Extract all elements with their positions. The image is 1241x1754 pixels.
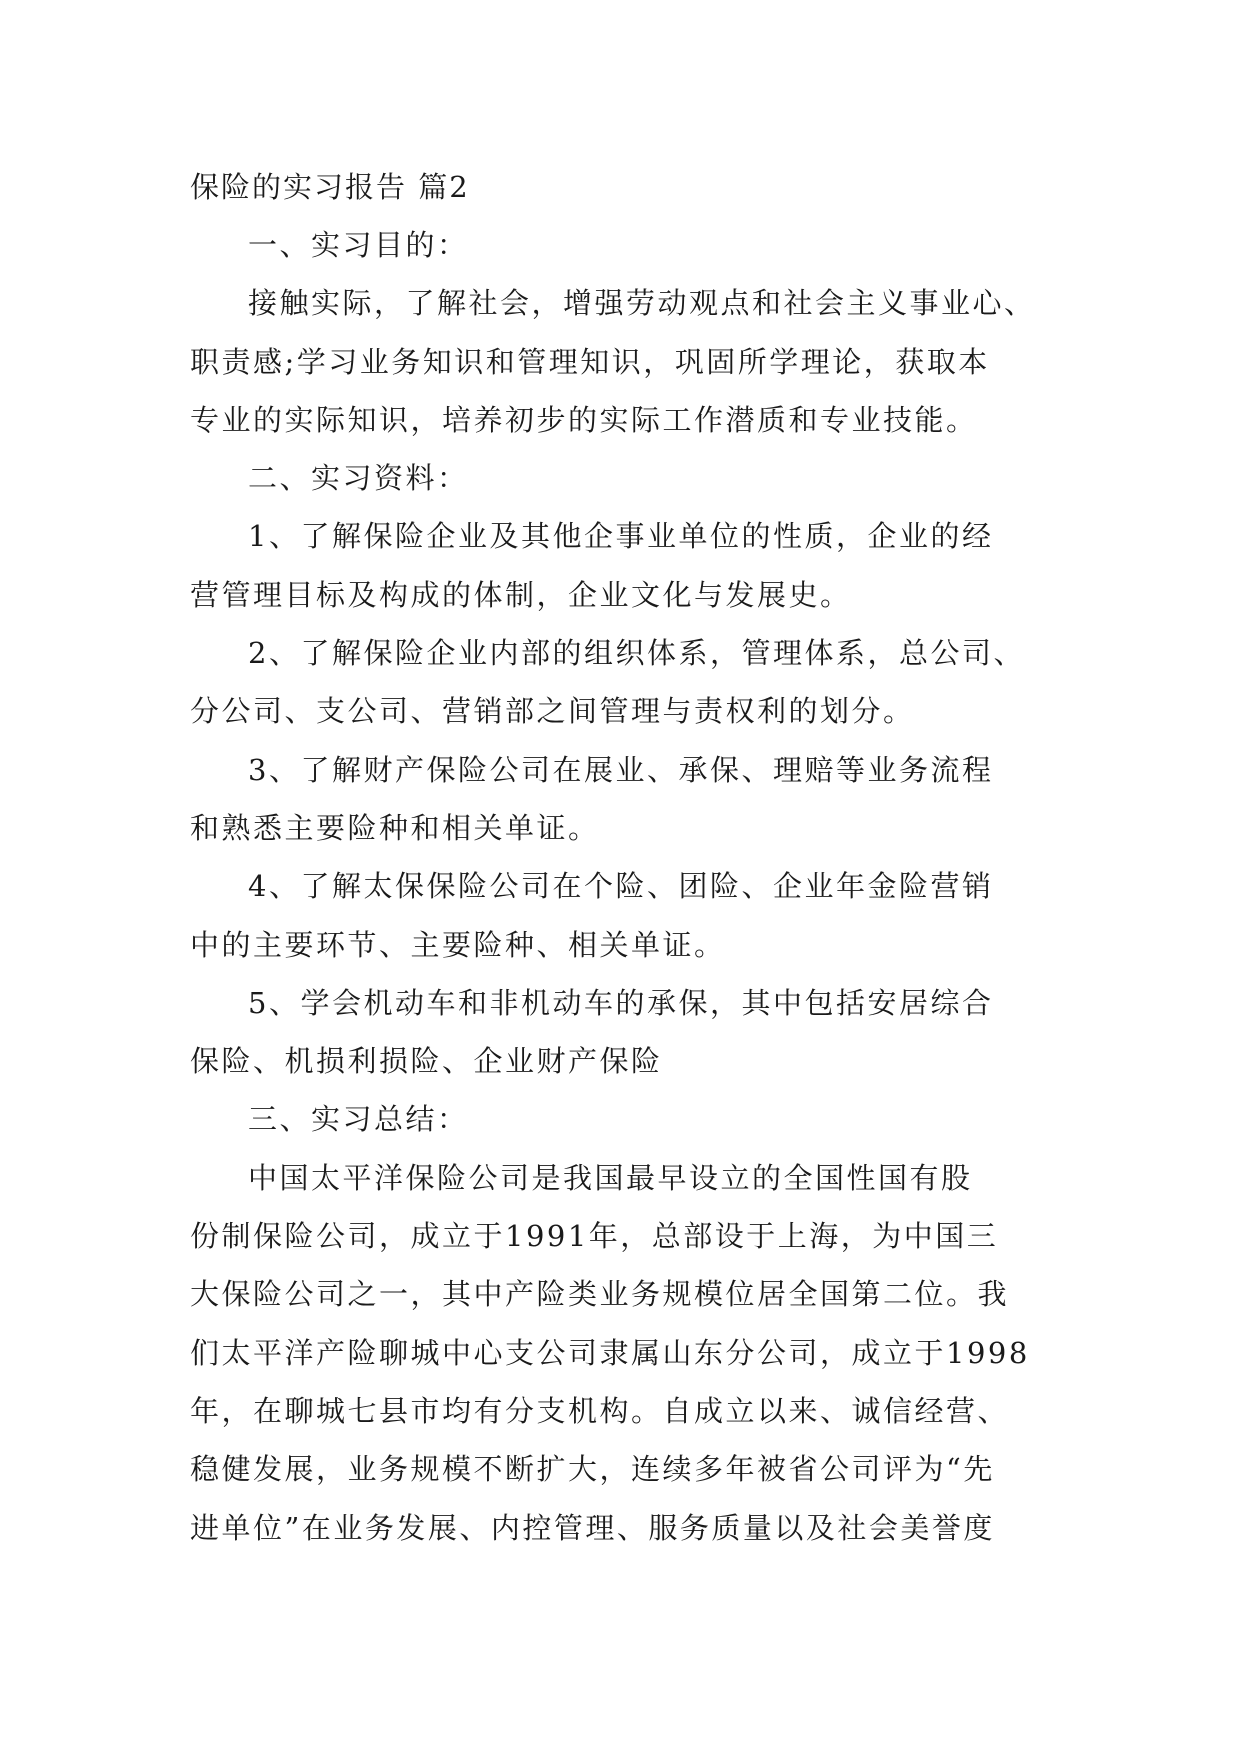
document-title: 保险的实习报告 篇2 [190,170,470,204]
document-page [190,158,1060,1557]
text-line: 二、实习资料： [248,461,469,496]
text-line: 一、实习目的： [248,228,469,262]
text-line: 3、了解财产保险公司在展业、承保、理赔等业务流程 [248,752,994,787]
text-line: 接触实际，了解社会，增强劳动观点和社会主义事业心、 [248,286,1036,321]
body-paragraph [190,741,1060,858]
text-line: 中的主要环节、主要险种、相关单证。 [190,927,726,962]
section-heading [190,1090,1060,1148]
text-line: 分公司、支公司、营销部之间管理与责权利的划分。 [190,694,915,729]
body-paragraph [190,857,1060,974]
text-line: 年，在聊城七县市均有分支机构。自成立以来、诚信经营、 [190,1393,1010,1428]
text-line: 份制保险公司，成立于1991年，总部设于上海，为中国三 [190,1219,999,1254]
text-line: 4、了解太保保险公司在个险、团险、企业年金险营销 [248,869,994,904]
section-heading [190,216,1060,274]
body-paragraph [190,507,1060,624]
text-line: 2、了解保险企业内部的组织体系，管理体系，总公司、 [248,636,1025,671]
body-paragraph [190,624,1060,741]
text-line: 营管理目标及构成的体制，企业文化与发展史。 [190,577,852,612]
text-line: 和熟悉主要险种和相关单证。 [190,810,600,845]
text-line: 职责感;学习业务知识和管理知识，巩固所学理论，获取本 [190,344,990,379]
document-body [190,216,1060,1557]
section-heading [190,449,1060,507]
body-paragraph [190,274,1060,449]
text-line: 保险、机损利损险、企业财产保险 [190,1044,663,1079]
text-line: 5、学会机动车和非机动车的承保，其中包括安居综合 [248,985,994,1020]
body-paragraph [190,974,1060,1091]
text-line: 三、实习总结： [248,1102,469,1137]
text-line: 稳健发展，业务规模不断扩大，连续多年被省公司评为“先 [190,1452,995,1487]
text-line: 中国太平洋保险公司是我国最早设立的全国性国有股 [248,1160,973,1195]
text-line: 进单位”在业务发展、内控管理、服务质量以及社会美誉度 [190,1510,995,1545]
text-line: 专业的实际知识，培养初步的实际工作潜质和专业技能。 [190,402,978,437]
text-line: 们太平洋产险聊城中心支公司隶属山东分公司，成立于1998 [190,1335,1030,1370]
text-line: 大保险公司之一，其中产险类业务规模位居全国第二位。我 [190,1277,1010,1312]
body-paragraph [190,1149,1060,1557]
text-line: 1、了解保险企业及其他企事业单位的性质，企业的经 [248,519,994,554]
